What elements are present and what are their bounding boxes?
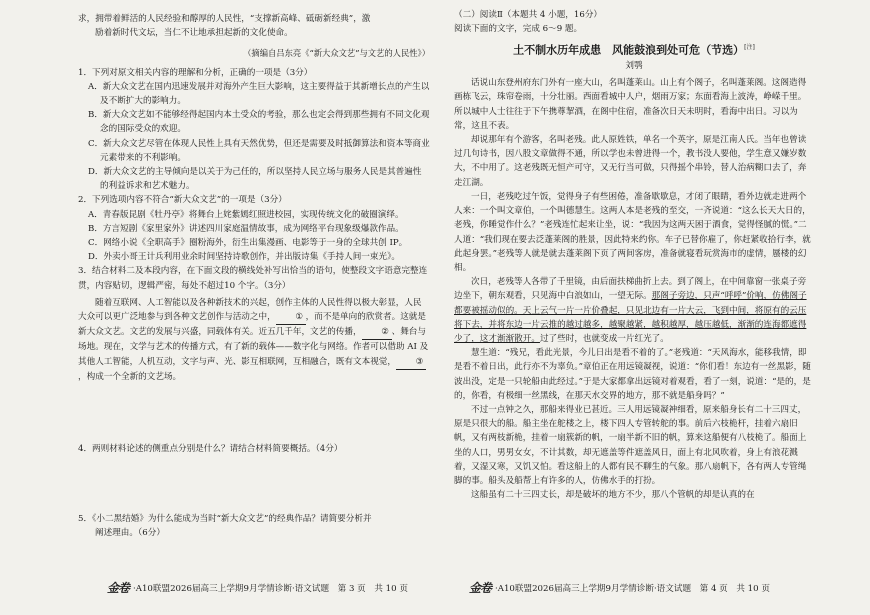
footer-text: ·A10联盟2026届高三上学期9月学情诊断·语文试题 第 3 页 共 10 页 — [133, 583, 408, 594]
answer-blank-2[interactable]: ② — [362, 325, 392, 340]
footer-page-3 — [107, 579, 408, 596]
question-2-option-d: D．外卖小哥王计兵利用业余时间坚持诗歌创作，并出版诗集《手持人间一束光》。 — [88, 252, 400, 263]
intro-line-2: 励着新时代文坛，当仁不让地承担起新的文化使命。 — [95, 28, 293, 39]
article-paragraph-3: 一日，老残吃过午饭，觉得身子有些困倦，准备歇歇息，才闭了眼睛，看外边就走进两个人来：一个叫文章伯，一个叫德慧生。这两人本是老残的至交，一齐说道：“这么长天大日的，老残，你睡觉作什么？”老残连忙起来让坐，说：“我因为这两天困于酒食，觉得怪腻的慌。”二人道：“我们现在要去泛蓬莱阁的胜景，因此特来约你。车子已替你雇了，你赶紧收拾行李，就此起身罢。”老残等人就是就去蓬莱阁下页了两间客房，准备就寝看玩赏海市的虚情，蜃楼的幻相。 — [454, 191, 811, 273]
article-paragraph-6: 不过一点钟之久，那船来得业已甚近。三人用远镜凝神细看，原来船身长有二十三四丈，原是只很大的船。船主坐在舵楼之上，楼下四人专管转舵的事。前后六枝桅杆，挂着六扇旧帆，又有两枝新桅，挂着一扇簇新的帆，一扇半新不旧的帆，算来这船便有八枝桅了。船面上坐的人口，男男女女，不计其数，却无遮盖等件遮盖风日，面上有北风吹着，身上有浪花溅着，又湿又寒，又饥又怕。看这船上的人都有民不聊生的气象。那八扇帆下，各有两人专管绳脚的事。船头及船帮上有许多的人，仿佛水手的打扮。 — [454, 404, 807, 486]
question-3 — [78, 264, 430, 384]
page-3 — [78, 12, 430, 609]
article-paragraph-5: 慧生道：“残兄，看此光景，今儿日出是看不着的了。”老残道：“天风海水，能移我情，即是看不着日出，此行亦不为辜负。”章伯正在用远镜凝视，说道：“你们看！东边有一丝黑影，随波出没，定是一只轮船由此经过。”于是大家都拿出远镜对着观看，看了一刻，说道：“是的，是的，你看，有极细一丝黑线，在那天水交界的地方，那不就是船身吗？” — [454, 348, 811, 401]
intro-line-1: 求，拥带着鲜活的人民经验和醇厚的人民性，“支撑新高峰、砥砺新经典”，激 — [78, 14, 371, 24]
question-3-stem-line-2: 10 个字。（3分） — [224, 280, 291, 291]
article-paragraph-7: 这船虽有二十三四丈长，却是破坏的地方不少，那八个管帆的却是认真的在 — [471, 490, 755, 501]
exam-logo: 金卷 — [107, 581, 130, 595]
source-citation: （摘编自吕东亮《“新大众文艺”与文艺的人民性》） — [243, 48, 430, 59]
question-5-line-1: 5．《小二黑结婚》为什么能成为当时“新大众文艺”的经典作品？请简要分析并 — [78, 514, 372, 525]
page-4 — [454, 12, 814, 609]
question-1-option-c: C．新大众文艺尽管在体现人民性上具有天然优势，但还是需要及时抵御算法和资本等商业元素带来的不利影响。 — [88, 138, 430, 163]
article-paragraph-4 — [454, 275, 814, 346]
question-1-stem: 1．下列对原文相关内容的理解和分析，正确的一项是（3分） — [78, 67, 313, 78]
passage-part-1: 随着互联网、人工智能以及各种新技术的兴起，创作主体的人民性得以极大彰显，人民大众可以更广泛地参与到各种文艺创作与活动之中， — [78, 297, 422, 323]
article-title — [454, 40, 814, 59]
passage-part-2: ，而不是单向的欣赏者。这就是新大众文艺。文艺的发展与兴盛，同载体有关。近五几千年，文艺的传播， — [78, 312, 426, 338]
question-2-stem: 2．下列选项内容不符合“新大众文艺”的一项是（3分） — [78, 195, 287, 206]
answer-space-3[interactable] — [78, 384, 430, 442]
paragraph-4-text-b: 过了些时，也就变成一片红光了。 — [539, 333, 669, 344]
question-3-passage — [78, 296, 430, 384]
paragraph-4-text-a: 次日，老残等人各带了千里镜，由后面扶梯曲折上去。到了阁上，在中间靠窗一张桌子旁边坐下，朝东观看，只见海中白浪如山，一望无际。 — [454, 277, 807, 302]
passage-part-3: 、舞台与场地。现在，文学与艺术的传播方式，有了新的载体——数字化与网络。作者可以借助 AI 及其他人工智能，人机互动，文字与声、光、影互相联网，互相融合，既有文本视觉， — [78, 327, 429, 367]
question-3-stem — [78, 264, 430, 292]
article-title-text: 土不制水历年成患 风能鼓浪到处可危（节选） — [513, 44, 745, 58]
question-2-option-a: A．青春版昆剧《牡丹亭》将舞台上姹紫嫣红照进校园，实现传统文化的破圈演绎。 — [88, 209, 404, 220]
exam-logo: 金卷 — [469, 581, 492, 595]
answer-blank-1[interactable]: ① — [276, 310, 306, 325]
answer-blank-3[interactable]: ③ — [396, 355, 426, 370]
section-instructions: 阅读下面的文字，完成 6～9 题。 — [454, 24, 583, 35]
footer-page-4 — [469, 579, 770, 596]
question-4: 4．两则材料论述的侧重点分别是什么？请结合材料简要概括。（4分） — [78, 444, 343, 455]
article-note-marker: [注] — [744, 44, 755, 52]
question-1-option-a: A．新大众文艺在国内迅速发展并对海外产生巨大影响，这主要得益于其新增长点的产生以及不断扩大的影响力。 — [88, 81, 430, 107]
answer-space-4[interactable] — [78, 456, 430, 512]
article-paragraph-1: 话说山东登州府东门外有一座大山，名叫蓬莱山。山上有个阁子，名叫蓬莱阁。这阁造得画栋飞云，珠帘卷雨，十分壮丽。西面看城中人户，烟雨万家；东面看海上波涛，峥嵘千里。所以城中人士往往于下午携尊挈酒，在阁中住宿，准备次日天未明时，看海中出日。习以为常，这且不表。 — [454, 78, 807, 131]
question-1-option-b: B．新大众文艺如不能够经得起国内本土受众的考验，那么也定会得到那些拥有不同文化观念的国际受众的欢迎。 — [88, 110, 430, 135]
question-3-stem-line-1: 3．结合材料二及本段内容，在下面文段的横线处补写出恰当的语句，使整段文字语意完整连贯，内容贴切，逻辑严密，每处不超过 — [78, 266, 428, 291]
question-1-option-d: D．新大众文艺的主导倾向是以关于为己任的，所以坚持人民立场与服务人民是其普遍性的利益诉求和艺术魅力。 — [88, 167, 422, 192]
question-2 — [78, 193, 430, 264]
question-2-option-b: B．方言短剧《家里家外》讲述四川家庭温情故事，成为网络平台现象级爆款作品。 — [88, 223, 404, 234]
underlined-passage: 那阁子旁边，只声“呼呼”价响，仿佛阁子都要被摇动似的。天上云气一片一片价叠起，只见北边有一片大云，飞到中间，将原有的云压将下去，并将东边一片云推的越过越多，越聚越紧，越积越厚，越压越低，渐渐的连海都遮得少了，这才渐渐散开。 — [454, 291, 807, 344]
article-author: 刘鹗 — [625, 61, 643, 72]
passage-part-4: ，构成一个全新的文艺场。 — [78, 371, 182, 382]
section-title: （二）阅读Ⅱ（本题共 4 小题，16分） — [454, 10, 603, 20]
question-2-option-c: C．网络小说《全职高手》圈粉海外，衍生出集漫画、电影等于一身的全球共创 IP。 — [88, 238, 408, 249]
footer-text: ·A10联盟2026届高三上学期9月学情诊断·语文试题 第 4 页 共 10 页 — [495, 583, 770, 594]
article-paragraph-2: 却说那年有个游客，名叫老残。此人原姓铁，单名一个英字，原是江南人氏。当年也曾读过几句诗书，因八股文章做得不通，所以学也未曾进得一个，教书没人要他，学生意又嫌岁数大，不中用了。这老残既无恒产可守，又无行当可做，只得摇个串铃，替人治病糊口去了，奔走江湖。 — [454, 135, 807, 188]
question-1 — [78, 66, 430, 194]
question-5-line-2: 阐述理由。（6分） — [95, 528, 165, 539]
